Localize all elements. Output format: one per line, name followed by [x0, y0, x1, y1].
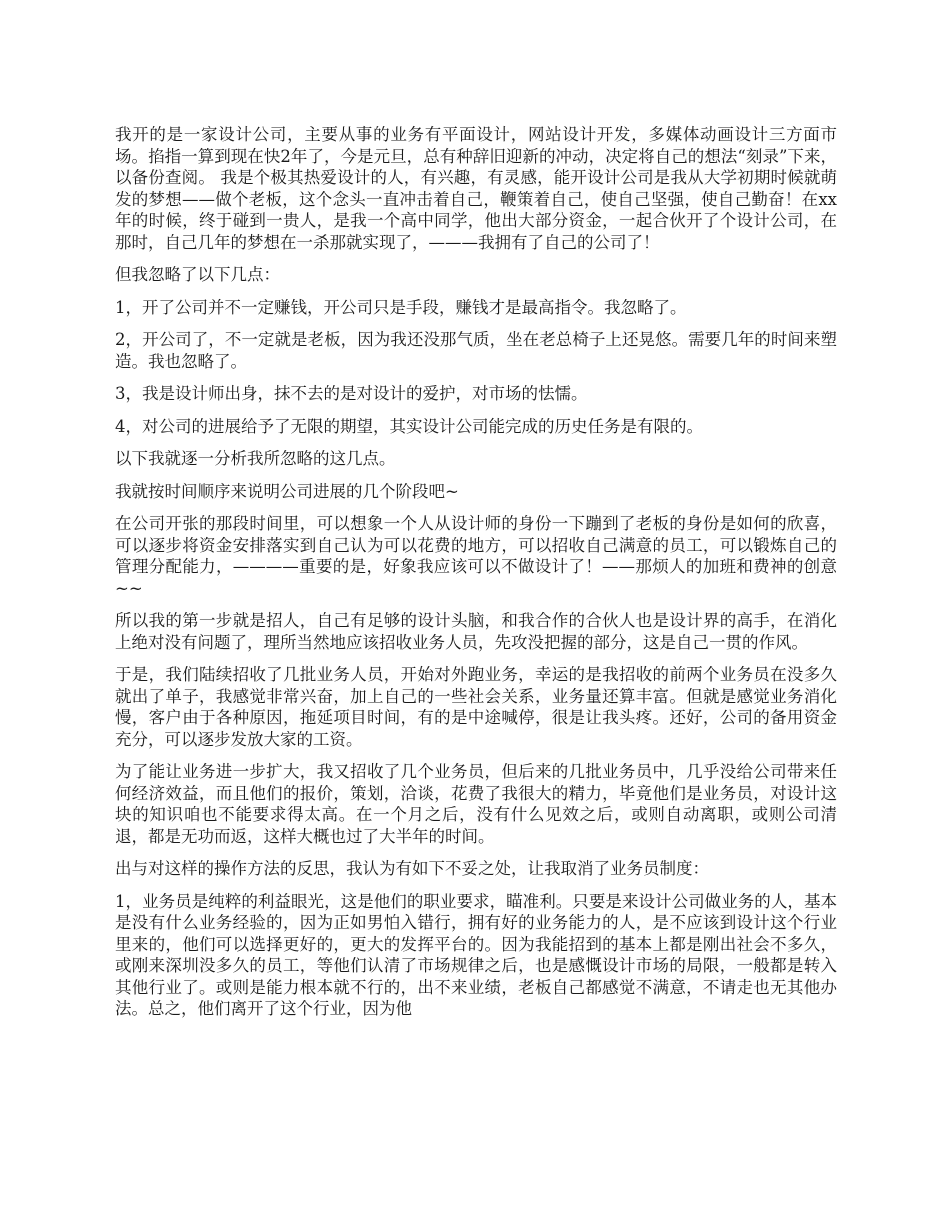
paragraph-expansion: 为了能让业务进一步扩大，我又招收了几个业务员，但后来的几批业务员中，几乎没给公司带来任何经济效益，而且他们的报价，策划，洽谈，花费了我很大的精力，毕竟他们是业务员，对设计这块的知识咱也不能要求得太高。在一个月之后，没有什么见效之后，或则自动离职，或则公司清退，都是无功而返，这样大概也过了大半年的时间。 — [115, 762, 837, 846]
paragraph-hiring: 所以我的第一步就是招人，自己有足够的设计头脑，和我合作的合伙人也是设计界的高手，在消化上绝对没有问题了，理所当然地应该招收业务人员，先攻没把握的部分，这是自己一贯的作风。 — [115, 611, 837, 652]
document-body — [115, 124, 837, 1031]
paragraph-point-2: 2，开公司了，不一定就是老板，因为我还没那气质，坐在老总椅子上还晃悠。需要几年的时间来塑造。我也忽略了。 — [115, 330, 837, 371]
paragraph-point-4: 4，对公司的进展给予了无限的期望，其实设计公司能完成的历史任务是有限的。 — [115, 416, 703, 436]
paragraph-intro: 我开的是一家设计公司，主要从事的业务有平面设计，网站设计开发，多媒体动画设计三方面市场。掐指一算到现在快2年了，今是元旦，总有种辞旧迎新的冲动，决定将自己的想法“刻录”下来，以备份查阅。 我是个极其热爱设计的人，有兴趣，有灵感，能开设计公司是我从大学初期时候就萌发的梦想——做个老板，这个念头一直冲击着自己，鞭策着自己，使自己坚强，使自己勤奋！在xx年的时候，终于碰到一贵人，是我一个高中同学，他出大部分资金，一起合伙开了个设计公司，在那时，自己几年的梦想在一杀那就实现了，———我拥有了自己的公司了！ — [115, 125, 837, 252]
paragraph-analysis-intro: 以下我就逐一分析我所忽略的这几点。 — [115, 449, 396, 468]
paragraph-sales-team: 于是，我们陆续招收了几批业务人员，开始对外跑业务，幸运的是我招收的前两个业务员在没多久就出了单子，我感觉非常兴奋，加上自己的一些社会关系，业务量还算丰富。但就是感觉业务消化慢，客户由于各种原因，拖延项目时间，有的是中途喊停，很是让我头疼。还好，公司的备用资金充分，可以逐步发放大家的工资。 — [115, 665, 837, 749]
paragraph-point-1: 1，开了公司并不一定赚钱，开公司只是手段，赚钱才是最高指令。我忽略了。 — [115, 297, 687, 317]
paragraph-reason-1: 1，业务员是纯粹的利益眼光，这是他们的职业要求，瞄准利。只要是来设计公司做业务的人，基本是没有什么业务经验的，因为正如男怕入错行，拥有好的业务能力的人，是不应该到设计这个行业里来的，他们可以选择更好的，更大的发挥平台的。因为我能招到的基本上都是刚出社会不多久，或刚来深圳没多久的员工，等他们认清了市场规律之后，也是感慨设计市场的局限，一般都是转入其他行业了。或则是能力根本就不行的，出不来业绩，老板自己都感觉不满意，不请走也无其他办法。总之，他们离开了这个行业，因为他 — [115, 891, 837, 1018]
paragraph-point-3: 3，我是设计师出身，抹不去的是对设计的爱护，对市场的怯懦。 — [115, 384, 588, 403]
paragraph-opening-stage: 在公司开张的那段时间里，可以想象一个人从设计师的身份一下蹦到了老板的身份是如何的欣喜，可以逐步将资金安排落实到自己认为可以花费的地方，可以招收自己满意的员工，可以锻炼自己的管理分配能力，————重要的是，好象我应该可以不做设计了！——那烦人的加班和费神的创意~~ — [115, 514, 837, 598]
paragraph-overlooked-heading: 但我忽略了以下几点： — [115, 265, 280, 284]
paragraph-reflection: 出与对这样的操作方法的反思，我认为有如下不妥之处，让我取消了业务员制度： — [115, 859, 709, 878]
paragraph-timeline-intro: 我就按时间顺序来说明公司进展的几个阶段吧~ — [115, 481, 459, 501]
